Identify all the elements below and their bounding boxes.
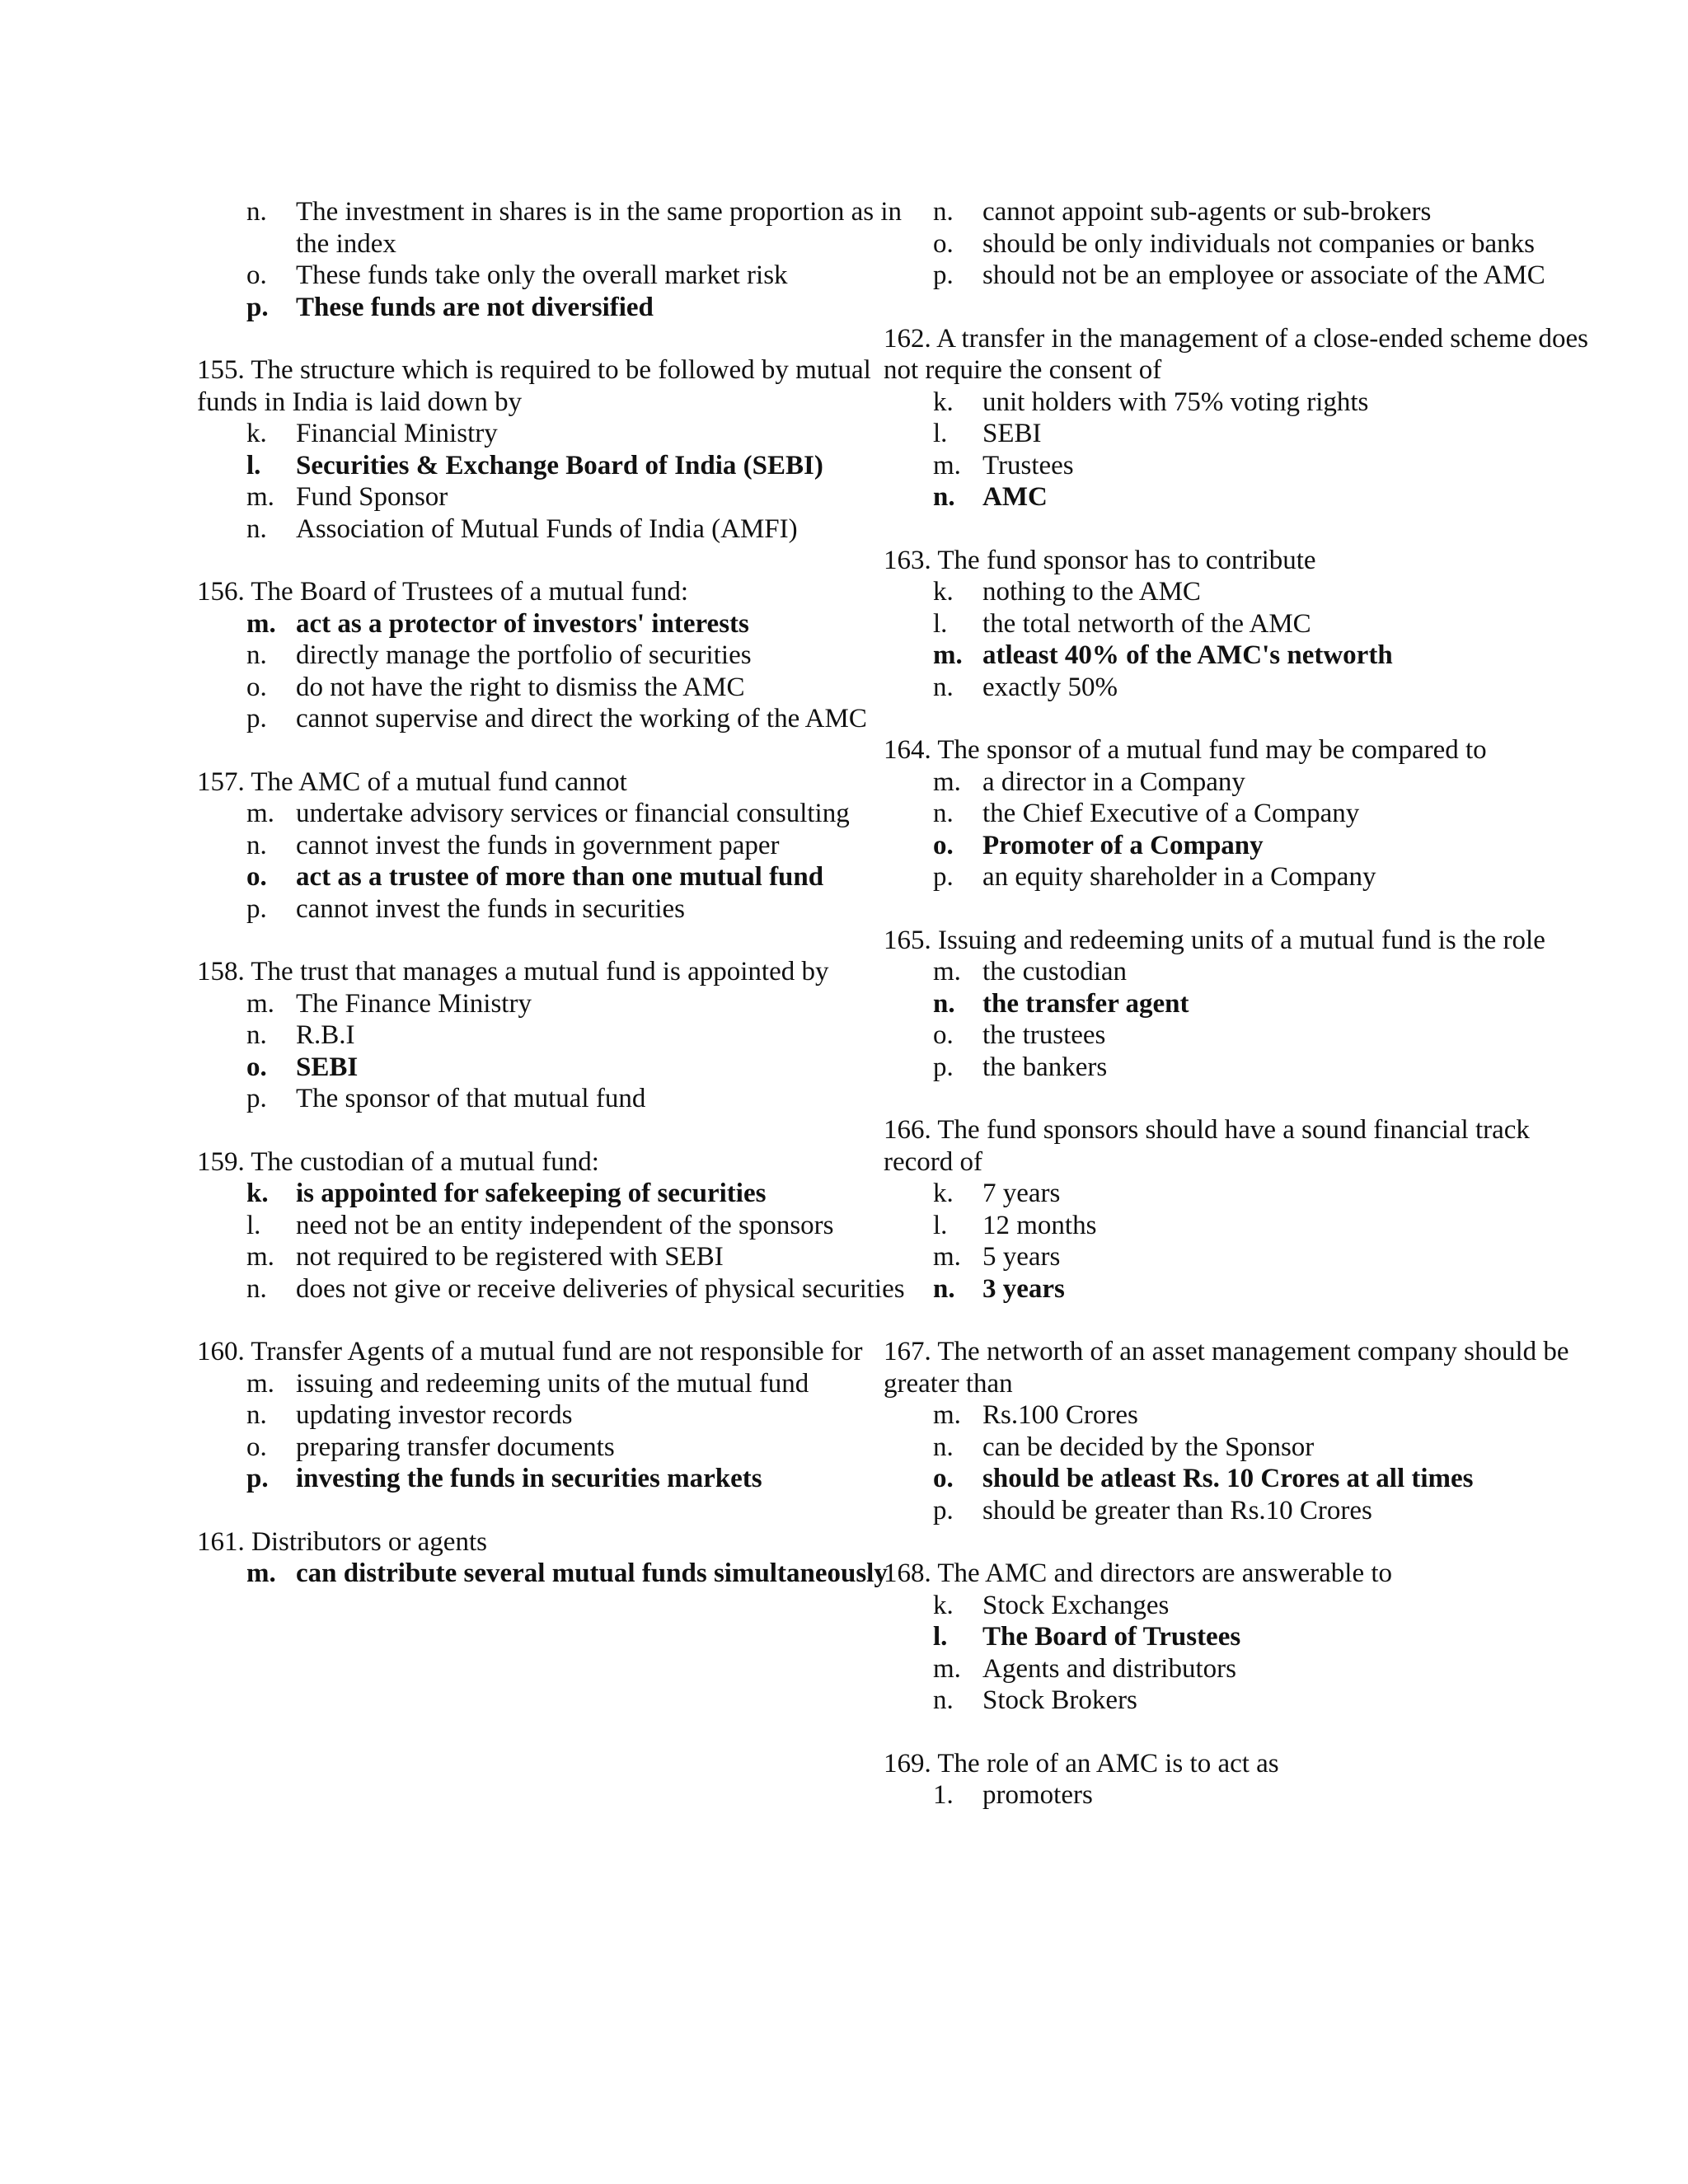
option-text: cannot invest the funds in securities	[296, 893, 685, 924]
answer-option	[197, 481, 906, 513]
answer-option	[884, 1495, 1592, 1527]
option-letter: l.	[933, 608, 948, 639]
option-letter: m.	[933, 1400, 961, 1430]
answer-option	[884, 1779, 1592, 1811]
option-letter: l.	[933, 1210, 948, 1240]
question-block	[197, 576, 906, 735]
option-letter: l.	[933, 419, 948, 448]
option-letter: m.	[246, 1558, 276, 1588]
option-letter: n.	[933, 482, 955, 512]
option-text: cannot supervise and direct the working of the AMC	[296, 704, 867, 733]
option-text: does not give or receive deliveries of physical securities	[296, 1273, 905, 1304]
option-letter: m.	[933, 766, 961, 797]
question-stem: 164. The sponsor of a mutual fund may be compared to	[884, 735, 1487, 765]
option-text: Financial Ministry	[296, 419, 498, 448]
answer-option	[884, 260, 1592, 292]
question-block	[884, 323, 1592, 513]
answer-option	[884, 1653, 1592, 1685]
option-text: should not be an employee or associate of the AMC	[982, 260, 1545, 290]
answer-option	[197, 703, 906, 735]
question-block	[197, 196, 906, 323]
option-letter: m.	[933, 640, 963, 670]
answer-option	[197, 1210, 906, 1242]
option-text: issuing and redeeming units of the mutual fund	[296, 1368, 809, 1399]
option-letter: n.	[933, 1685, 954, 1715]
option-text: cannot invest the funds in government paper	[296, 830, 780, 860]
answer-option-correct	[197, 1052, 906, 1084]
option-text: Rs.100 Crores	[982, 1400, 1138, 1430]
answer-option	[197, 418, 906, 450]
option-text: investing the funds in securities markets	[296, 1464, 762, 1493]
answer-option	[197, 1273, 906, 1305]
answer-option	[197, 830, 906, 862]
answer-option-correct	[884, 640, 1592, 672]
option-letter: n.	[246, 640, 267, 670]
answer-option	[884, 228, 1592, 260]
option-letter: n.	[933, 1273, 955, 1304]
option-text: act as a trustee of more than one mutual fund	[296, 862, 824, 892]
option-text: 7 years	[982, 1179, 1061, 1208]
answer-option-correct	[884, 988, 1592, 1020]
option-text: can distribute several mutual funds simultaneously	[296, 1558, 888, 1588]
answer-option	[197, 798, 906, 830]
option-letter: k.	[933, 387, 954, 417]
option-text: the trustees	[982, 1020, 1106, 1050]
option-text: should be greater than Rs.10 Crores	[982, 1495, 1372, 1526]
option-text: The Board of Trustees	[982, 1622, 1241, 1652]
option-letter: o.	[933, 1020, 954, 1050]
option-letter: m.	[933, 1653, 961, 1684]
option-letter: p.	[933, 260, 954, 290]
question-block	[884, 925, 1592, 1084]
option-letter: n.	[933, 197, 954, 227]
option-letter: o.	[246, 1432, 267, 1462]
answer-option	[197, 513, 906, 546]
answer-option-correct	[197, 450, 906, 482]
option-text: updating investor records	[296, 1400, 573, 1430]
option-text: the custodian	[982, 957, 1128, 987]
answer-option-correct	[197, 608, 906, 640]
question-stem: 165. Issuing and redeeming units of a mutual fund is the role	[884, 925, 1545, 955]
option-letter: n.	[933, 1432, 954, 1462]
answer-option	[884, 1432, 1592, 1464]
option-letter: p.	[246, 704, 267, 733]
question-block	[197, 766, 906, 926]
option-text: 5 years	[982, 1242, 1061, 1272]
answer-option	[884, 766, 1592, 799]
answer-option	[884, 672, 1592, 704]
question-stem: 158. The trust that manages a mutual fund is appointed by	[197, 957, 829, 987]
answer-option	[884, 861, 1592, 893]
question-block	[884, 734, 1592, 893]
option-text: SEBI	[296, 1052, 359, 1082]
option-text: the transfer agent	[982, 988, 1189, 1019]
option-letter: o.	[246, 260, 267, 290]
question-stem: 162. A transfer in the management of a close-ended scheme does not require the consent of	[884, 323, 1588, 385]
question-stem: 166. The fund sponsors should have a sound financial track record of	[884, 1115, 1530, 1177]
option-text: the Chief Executive of a Company	[982, 799, 1360, 828]
option-letter: n.	[933, 672, 954, 702]
question-block	[884, 196, 1592, 292]
option-text: exactly 50%	[982, 672, 1118, 702]
option-letter: n.	[933, 799, 954, 828]
question-stem: 159. The custodian of a mutual fund:	[197, 1146, 599, 1177]
option-letter: p.	[933, 1052, 954, 1082]
answer-option	[197, 1019, 906, 1052]
option-letter: k.	[933, 577, 954, 607]
question-stem: 163. The fund sponsor has to contribute	[884, 545, 1316, 575]
answer-option	[197, 1241, 906, 1273]
answer-option-correct	[884, 830, 1592, 862]
option-letter: m.	[933, 1242, 961, 1272]
option-letter: p.	[246, 1464, 269, 1493]
answer-option	[884, 450, 1592, 482]
option-letter: l.	[246, 1210, 261, 1240]
answer-option	[884, 798, 1592, 830]
question-block	[197, 1526, 906, 1590]
answer-option-correct	[197, 1178, 906, 1210]
option-text: Trustees	[982, 450, 1074, 480]
option-text: R.B.I	[296, 1020, 355, 1050]
option-text: the total networth of the AMC	[982, 608, 1311, 639]
answer-option	[884, 608, 1592, 640]
option-text: nothing to the AMC	[982, 577, 1201, 607]
option-letter: n.	[246, 1273, 267, 1304]
answer-option	[884, 1399, 1592, 1432]
question-block	[884, 1748, 1592, 1811]
question-block	[197, 1146, 906, 1305]
answer-option-correct	[197, 292, 906, 324]
question-stem: 167. The networth of an asset management company should be greater than	[884, 1337, 1569, 1399]
option-text: Securities & Exchange Board of India (SEBI)	[296, 450, 823, 480]
option-text: Fund Sponsor	[296, 482, 448, 512]
option-letter: k.	[246, 419, 267, 448]
option-letter: m.	[246, 988, 274, 1019]
answer-option	[197, 196, 906, 260]
option-letter: l.	[246, 450, 261, 480]
question-block	[197, 956, 906, 1115]
option-text: 12 months	[982, 1210, 1097, 1240]
option-text: Promoter of a Company	[982, 830, 1264, 860]
option-letter: k.	[933, 1179, 954, 1208]
answer-option	[197, 1399, 906, 1432]
answer-option	[884, 418, 1592, 450]
option-text: SEBI	[982, 419, 1042, 448]
option-letter: p.	[246, 1084, 267, 1113]
option-letter: o.	[933, 1464, 954, 1493]
option-text: Agents and distributors	[982, 1653, 1236, 1684]
option-letter: k.	[246, 1179, 269, 1208]
answer-option	[197, 260, 906, 292]
answer-option-correct	[884, 481, 1592, 513]
option-text: directly manage the portfolio of securities	[296, 640, 752, 670]
option-letter: n.	[246, 197, 267, 227]
answer-option	[884, 1241, 1592, 1273]
option-text: should be only individuals not companies or banks	[982, 228, 1536, 259]
answer-option	[197, 640, 906, 672]
option-text: The Finance Ministry	[296, 988, 532, 1019]
option-letter: n.	[246, 1020, 267, 1050]
option-letter: n.	[246, 1400, 267, 1430]
option-letter: p.	[246, 893, 267, 924]
answer-option	[884, 956, 1592, 988]
option-letter: 1.	[933, 1780, 954, 1810]
option-letter: o.	[246, 672, 267, 702]
option-letter: o.	[933, 830, 954, 860]
option-text: cannot appoint sub-agents or sub-brokers	[982, 197, 1432, 227]
answer-option	[884, 1685, 1592, 1717]
right-column	[884, 196, 1592, 1843]
option-text: preparing transfer documents	[296, 1432, 615, 1462]
option-text: These funds are not diversified	[296, 292, 654, 322]
option-letter: m.	[246, 1242, 274, 1272]
option-text: act as a protector of investors' interests	[296, 608, 749, 639]
option-text: 3 years	[982, 1273, 1065, 1304]
left-column	[197, 196, 906, 1621]
option-text: These funds take only the overall market risk	[296, 260, 788, 290]
answer-option-correct	[197, 861, 906, 893]
question-block	[197, 354, 906, 545]
question-stem: 156. The Board of Trustees of a mutual fund:	[197, 577, 689, 607]
option-letter: n.	[246, 830, 267, 860]
answer-option-correct	[197, 1558, 906, 1590]
option-text: unit holders with 75% voting rights	[982, 387, 1369, 417]
option-text: can be decided by the Sponsor	[982, 1432, 1315, 1462]
option-text: AMC	[982, 482, 1048, 512]
option-text: a director in a Company	[982, 766, 1245, 797]
answer-option	[884, 196, 1592, 228]
option-text: Stock Brokers	[982, 1685, 1137, 1715]
option-letter: n.	[933, 988, 955, 1019]
question-block	[197, 1336, 906, 1495]
option-letter: p.	[246, 292, 269, 322]
question-stem: 155. The structure which is required to be followed by mutual funds in India is laid down by	[197, 355, 871, 417]
question-stem: 161. Distributors or agents	[197, 1526, 487, 1557]
answer-option	[884, 387, 1592, 419]
answer-option	[884, 1019, 1592, 1052]
option-letter: m.	[246, 482, 274, 512]
option-letter: n.	[246, 513, 267, 544]
answer-option-correct	[197, 1463, 906, 1495]
option-letter: o.	[933, 228, 954, 259]
answer-option-correct	[884, 1463, 1592, 1495]
option-text: Stock Exchanges	[982, 1590, 1170, 1620]
question-stem: 168. The AMC and directors are answerable to	[884, 1558, 1393, 1588]
answer-option	[884, 1210, 1592, 1242]
option-text: not required to be registered with SEBI	[296, 1242, 724, 1272]
option-text: should be atleast Rs. 10 Crores at all times	[982, 1464, 1474, 1493]
option-text: is appointed for safekeeping of securities	[296, 1179, 767, 1208]
option-text: atleast 40% of the AMC's networth	[982, 640, 1393, 670]
question-block	[884, 545, 1592, 704]
answer-option	[197, 1083, 906, 1115]
option-text: The investment in shares is in the same proportion as in the index	[296, 197, 903, 259]
option-text: an equity shareholder in a Company	[982, 862, 1376, 892]
answer-option	[884, 576, 1592, 608]
option-letter: p.	[933, 1495, 954, 1526]
answer-option-correct	[884, 1621, 1592, 1653]
question-block	[884, 1336, 1592, 1526]
option-letter: l.	[933, 1622, 948, 1652]
answer-option	[884, 1178, 1592, 1210]
option-letter: m.	[246, 608, 276, 639]
question-stem: 169. The role of an AMC is to act as	[884, 1748, 1279, 1779]
option-letter: m.	[933, 450, 961, 480]
option-text: Association of Mutual Funds of India (AMFI)	[296, 513, 798, 544]
option-text: do not have the right to dismiss the AMC	[296, 672, 745, 702]
option-letter: o.	[246, 862, 267, 892]
question-stem: 157. The AMC of a mutual fund cannot	[197, 766, 627, 797]
question-block	[884, 1558, 1592, 1717]
answer-option	[197, 672, 906, 704]
answer-option	[197, 1368, 906, 1400]
answer-option	[197, 988, 906, 1020]
option-letter: m.	[933, 957, 961, 987]
answer-option	[884, 1052, 1592, 1084]
option-text: need not be an entity independent of the sponsors	[296, 1210, 834, 1240]
option-letter: k.	[933, 1590, 954, 1620]
option-text: promoters	[982, 1780, 1093, 1810]
option-text: the bankers	[982, 1052, 1108, 1082]
question-stem: 160. Transfer Agents of a mutual fund are not responsible for	[197, 1337, 863, 1366]
option-letter: m.	[246, 799, 274, 828]
answer-option	[197, 1432, 906, 1464]
option-text: The sponsor of that mutual fund	[296, 1084, 646, 1113]
answer-option	[884, 1590, 1592, 1622]
option-letter: p.	[933, 862, 954, 892]
answer-option-correct	[884, 1273, 1592, 1305]
option-text: undertake advisory services or financial consulting	[296, 799, 850, 828]
question-block	[884, 1114, 1592, 1305]
answer-option	[197, 893, 906, 926]
option-letter: m.	[246, 1368, 274, 1399]
option-letter: o.	[246, 1052, 267, 1082]
